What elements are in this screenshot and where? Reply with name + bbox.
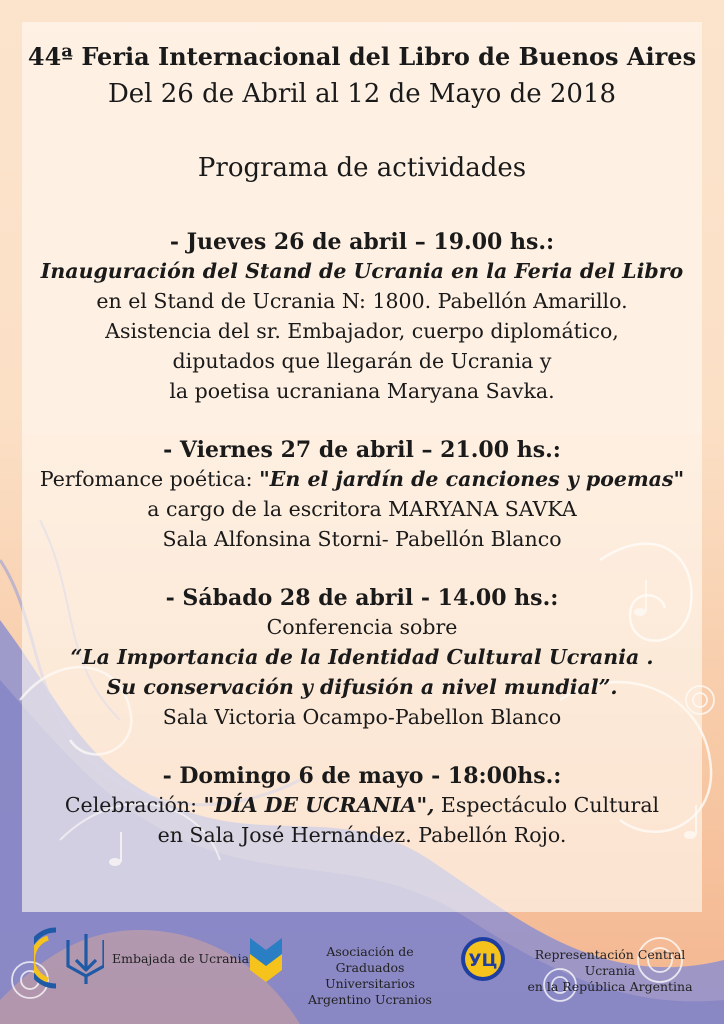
representation-logo-text: УЦ — [468, 951, 498, 971]
event-line: la poetisa ucraniana Maryana Savka. — [169, 379, 555, 403]
association-label — [290, 944, 450, 1008]
embassy-trident-icon — [34, 926, 104, 990]
event-line: Conferencia sobre — [266, 615, 458, 639]
fair-title: 44ª Feria Internacional del Libro de Buenos Aires — [27, 42, 697, 71]
event-line-prefix: Perfomance poética: — [39, 467, 260, 491]
event-line: “La Importancia de la Identidad Cultural Ucrania . — [70, 645, 654, 669]
program-heading: Programa de actividades — [197, 153, 527, 183]
event-heading: - Domingo 6 de mayo - 18:00hs.: — [162, 763, 562, 789]
representation-line: Representación Central Ucrania — [534, 947, 686, 978]
representation-label — [510, 947, 710, 995]
event-heading: - Sábado 28 de abril - 14.00 hs.: — [165, 585, 559, 611]
program-content — [0, 38, 724, 850]
embassy-label: Embajada de Ucrania — [112, 951, 250, 966]
association-book-icon — [248, 936, 284, 984]
event-heading: - Jueves 26 de abril – 19.00 hs.: — [169, 229, 555, 255]
association-line: Universitarios — [325, 976, 415, 991]
event-line — [0, 790, 724, 820]
representation-circle-icon — [460, 936, 506, 982]
event-line: Asistencia del sr. Embajador, cuerpo diplomático, — [105, 319, 619, 343]
event-saturday — [0, 584, 724, 732]
event-line: diputados que llegarán de Ucrania y — [172, 349, 552, 373]
event-friday — [0, 436, 724, 554]
event-line-suffix: Espectáculo Cultural — [434, 793, 660, 817]
event-line: a cargo de la escritora MARYANA SAVKA — [147, 497, 577, 521]
event-sunday — [0, 762, 724, 850]
association-line: Asociación de Graduados — [326, 944, 414, 975]
event-line-title: "En el jardín de canciones y poemas" — [259, 467, 685, 491]
event-line — [0, 464, 724, 494]
association-line: Argentino Ucranios — [308, 992, 432, 1007]
event-line-prefix: Celebración: — [64, 793, 204, 817]
event-line: Inauguración del Stand de Ucrania en la Feria del Libro — [40, 259, 684, 283]
fair-dates: Del 26 de Abril al 12 de Mayo de 2018 — [107, 79, 617, 109]
event-line-title: "DÍA DE UCRANIA", — [203, 793, 435, 817]
representation-line: en la República Argentina — [527, 979, 693, 994]
sponsor-logos — [0, 922, 724, 1012]
event-heading: - Viernes 27 de abril – 21.00 hs.: — [163, 437, 561, 463]
event-line: Sala Victoria Ocampo-Pabellon Blanco — [162, 705, 562, 729]
event-line: en Sala José Hernández. Pabellón Rojo. — [157, 823, 567, 847]
event-line: Su conservación y difusión a nivel mundial”. — [106, 675, 618, 699]
event-line: Sala Alfonsina Storni- Pabellón Blanco — [162, 527, 562, 551]
event-thursday — [0, 228, 724, 406]
event-line: en el Stand de Ucrania N: 1800. Pabellón Amarillo. — [96, 289, 628, 313]
